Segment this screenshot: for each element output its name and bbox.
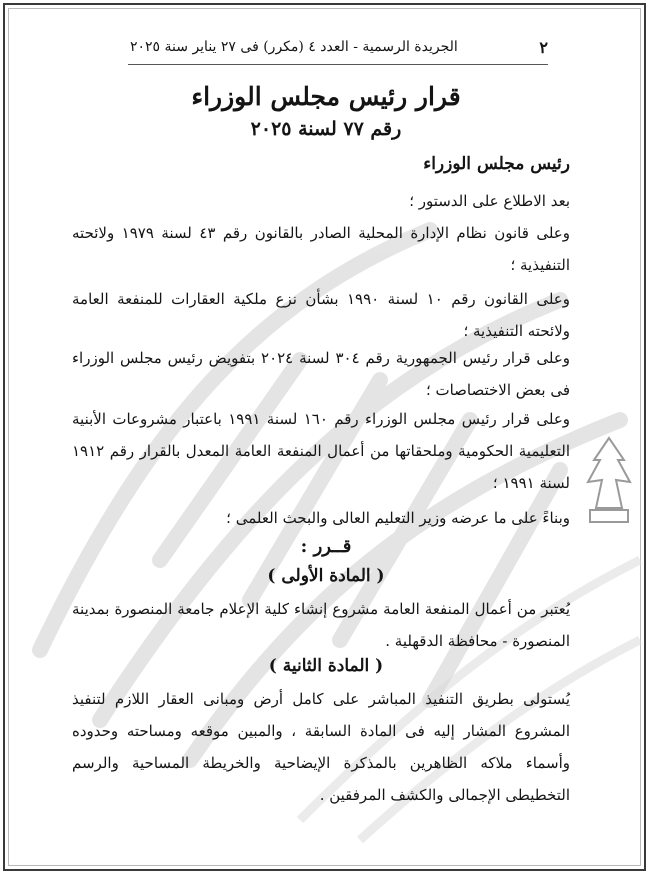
- preamble-paragraph: وعلى قرار رئيس الجمهورية رقم ٣٠٤ لسنة ٢٠٢٤ بتفويض رئيس مجلس الوزراء فى بعض الاختصاصات ؛: [72, 349, 571, 399]
- gazette-issue-line: الجريدة الرسمية - العدد ٤ (مكرر) فى ٢٧ يناير سنة ٢٠٢٥: [130, 39, 458, 55]
- preamble-paragraph: وبناءً على ما عرضه وزير التعليم العالى والبحث العلمى ؛: [226, 509, 570, 527]
- seal-emblem: [574, 430, 644, 530]
- running-header: [130, 36, 548, 64]
- preamble-paragraph: وعلى قرار رئيس مجلس الوزراء رقم ١٦٠ لسنة ١٩٩١ باعتبار مشروعات الأبنية التعليمية الحكومية وملحقاتها من أعمال المنفعة العامة المعدل بالقرار رقم ١٩١٢ لسنة ١٩٩١ ؛: [72, 410, 571, 492]
- preamble-paragraph: بعد الاطلاع على الدستور ؛: [409, 192, 570, 210]
- decided-heading: قــرر :: [300, 536, 352, 557]
- article-1-text: يُعتبر من أعمال المنفعة العامة مشروع إنشاء كلية الإعلام جامعة المنصورة بمدينة المنصورة - محافظة الدقهلية .: [72, 600, 570, 650]
- article-2-heading: ( المادة الثانية ): [268, 656, 384, 676]
- decree-title: قرار رئيس مجلس الوزراء: [191, 82, 461, 111]
- preamble-paragraph: وعلى القانون رقم ١٠ لسنة ١٩٩٠ بشأن نزع ملكية العقارات للمنفعة العامة ولائحته التنفيذية ؛: [72, 290, 571, 340]
- decree-number: رقم ٧٧ لسنة ٢٠٢٥: [250, 118, 402, 140]
- page-number: ٢: [539, 38, 548, 57]
- article-1-heading: ( المادة الأولى ): [267, 566, 385, 586]
- article-2-text: يُستولى بطريق التنفيذ المباشر على كامل أرض ومبانى العقار اللازم لتنفيذ المشروع المشار إليه فى المادة السابقة ، والمبين موقعه ومساحته وحدوده وأسماء ملاكه الظاهرين بالمذكرة الإيضاحية والخريطة المساحية والرسم التخطيطى الإجمالى والكشف المرفقين .: [72, 690, 570, 804]
- preamble-paragraph: وعلى قانون نظام الإدارة المحلية الصادر بالقانون رقم ٤٣ لسنة ١٩٧٩ ولائحته التنفيذية ؛: [72, 224, 570, 274]
- issuer-heading: رئيس مجلس الوزراء: [423, 154, 570, 174]
- header-rule: [128, 64, 548, 65]
